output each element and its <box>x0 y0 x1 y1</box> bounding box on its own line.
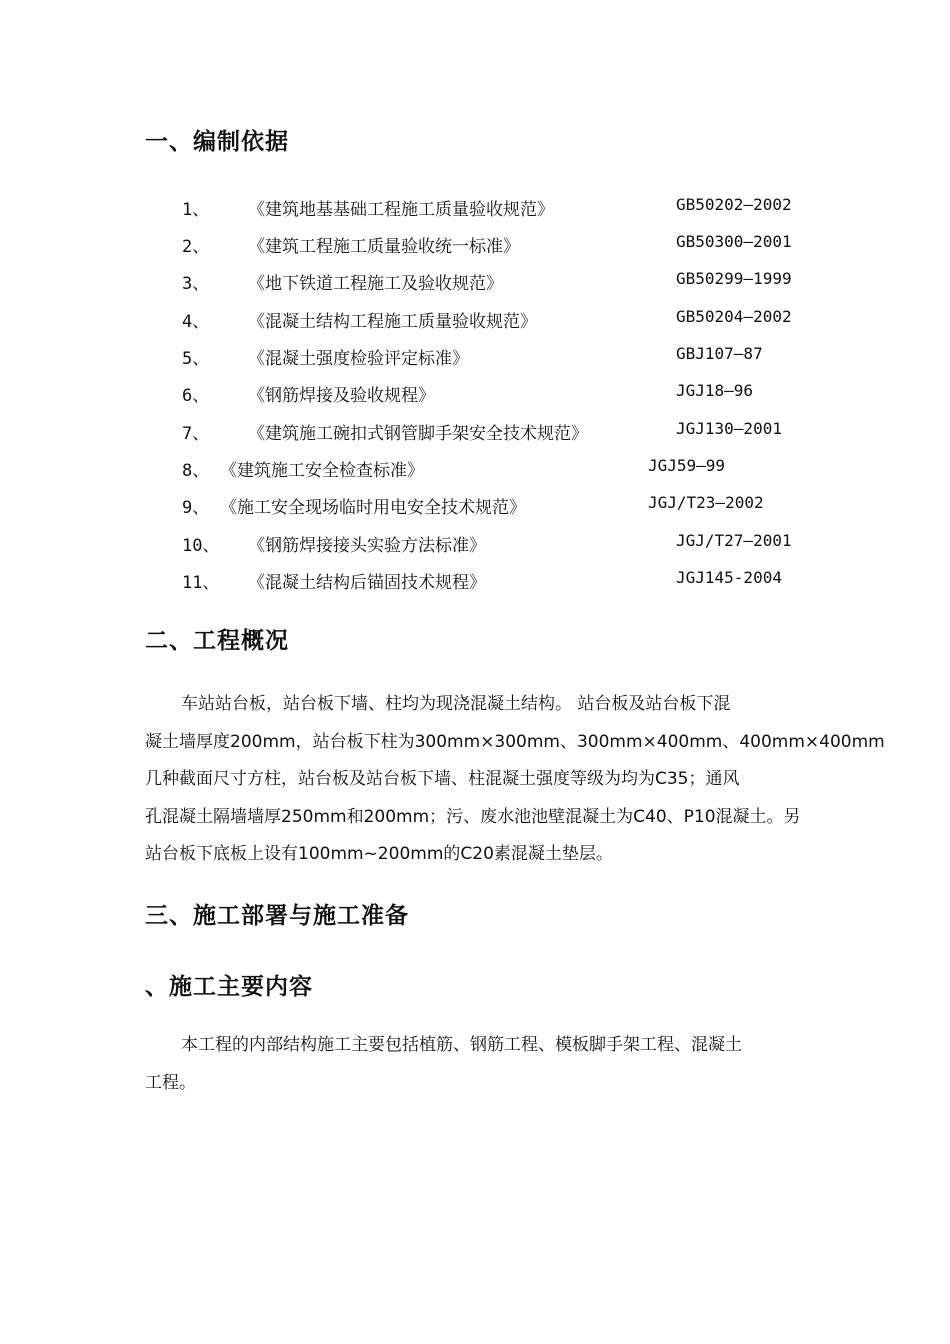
item-code: JGJ18—96 <box>676 381 754 400</box>
paragraph-line: 站台板下底板上设有100mm~200mm的C20素混凝土垫层。 <box>145 844 613 864</box>
section-heading-overview: 二、工程概况 <box>145 628 289 654</box>
paragraph-line: 车站站台板，站台板下墙、柱均为现浇混凝土结构。 站台板及站台板下混 <box>181 694 731 714</box>
item-title: 《建筑施工安全检查标准》 <box>220 461 424 481</box>
paragraph-line: 凝土墙厚度200mm，站台板下柱为300mm×300mm、300mm×400mm、400mm×400mm <box>145 731 885 752</box>
paragraph-line: 孔混凝土隔墙墙厚250mm和200mm；污、废水池池壁混凝土为C40、P10混凝土。另 <box>145 806 801 827</box>
item-number: 3、 <box>182 274 210 294</box>
item-number: 1、 <box>182 200 210 220</box>
section-heading-basis: 一、编制依据 <box>145 129 289 155</box>
paragraph-line: 工程。 <box>145 1072 196 1093</box>
item-title: 《钢筋焊接及验收规程》 <box>248 386 435 406</box>
paragraph-line: 几种截面尺寸方柱，站台板及站台板下墙、柱混凝土强度等级为均为C35；通风 <box>145 769 740 789</box>
item-title: 《混凝土结构工程施工质量验收规范》 <box>248 312 537 332</box>
item-title: 《钢筋焊接接头实验方法标准》 <box>248 536 486 556</box>
item-title: 《建筑工程施工质量验收统一标准》 <box>248 237 520 257</box>
paragraph-line: 本工程的内部结构施工主要包括植筋、钢筋工程、模板脚手架工程、混凝土 <box>181 1035 742 1055</box>
item-title: 《建筑施工碗扣式钢管脚手架安全技术规范》 <box>248 424 588 444</box>
item-code: JGJ59—99 <box>648 456 726 475</box>
item-code: JGJ/T27—2001 <box>676 531 792 550</box>
item-number: 9、 <box>182 498 210 518</box>
item-code: JGJ130—2001 <box>676 419 782 438</box>
item-number: 7、 <box>182 424 210 444</box>
item-code: GB50202—2002 <box>676 195 792 214</box>
item-number: 10、 <box>182 536 220 556</box>
item-code: GB50300—2001 <box>676 232 792 251</box>
main-content-paragraph <box>145 1027 810 1102</box>
item-number: 8、 <box>182 461 210 481</box>
item-title: 《施工安全现场临时用电安全技术规范》 <box>220 498 526 518</box>
item-code: GB50204—2002 <box>676 307 792 326</box>
item-title: 《混凝土结构后锚固技术规程》 <box>248 573 486 593</box>
item-title: 《混凝土强度检验评定标准》 <box>248 349 469 369</box>
subsection-heading-main-content: 、施工主要内容 <box>145 974 313 1000</box>
item-number: 6、 <box>182 386 210 406</box>
item-number: 2、 <box>182 237 210 257</box>
item-title: 《地下铁道工程施工及验收规范》 <box>248 274 503 294</box>
item-title: 《建筑地基基础工程施工质量验收规范》 <box>248 200 554 220</box>
item-number: 5、 <box>182 349 210 369</box>
item-code: GB50299—1999 <box>676 269 792 288</box>
item-number: 11、 <box>182 573 220 593</box>
item-code: GBJ107—87 <box>676 344 763 363</box>
item-code: JGJ/T23—2002 <box>648 493 764 512</box>
item-code: JGJ145-2004 <box>676 568 782 587</box>
section-heading-deployment: 三、施工部署与施工准备 <box>145 903 409 929</box>
item-number: 4、 <box>182 312 210 332</box>
overview-paragraph <box>145 686 885 874</box>
